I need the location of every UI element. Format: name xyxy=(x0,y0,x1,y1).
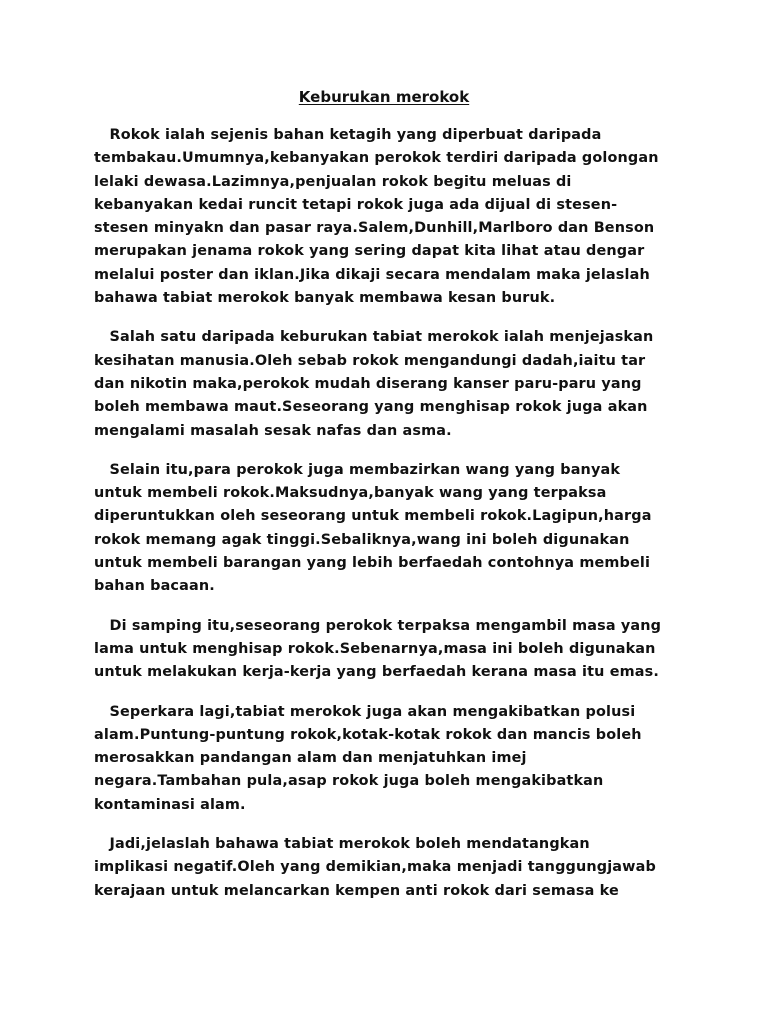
text-line: stesen minyakn dan pasar raya.Salem,Dunhill,Marlboro dan Benson xyxy=(94,220,655,237)
text-line: bahan bacaan. xyxy=(94,578,215,595)
paragraph-5 xyxy=(94,701,714,817)
text-line: untuk membeli rokok.Maksudnya,banyak wang yang terpaksa xyxy=(94,485,607,502)
paragraph-3 xyxy=(94,459,714,599)
text-line: bahawa tabiat merokok banyak membawa kesan buruk. xyxy=(94,290,556,307)
text-line: alam.Puntung-puntung rokok,kotak-kotak rokok dan mancis boleh xyxy=(94,726,642,743)
text-line: kebanyakan kedai runcit tetapi rokok juga ada dijual di stesen- xyxy=(94,196,618,213)
text-line: untuk melakukan kerja-kerja yang berfaedah kerana masa itu emas. xyxy=(94,664,659,681)
document-body xyxy=(94,124,714,919)
text-line: lama untuk menghisap rokok.Sebenarnya,masa ini boleh digunakan xyxy=(94,640,656,657)
paragraph-4 xyxy=(94,615,714,685)
text-line: diperuntukkan oleh seseorang untuk membeli rokok.Lagipun,harga xyxy=(94,508,652,525)
text-line: merupakan jenama rokok yang sering dapat kita lihat atau dengar xyxy=(94,243,645,260)
text-line: tembakau.Umumnya,kebanyakan perokok terdiri daripada golongan xyxy=(94,150,659,167)
text-line: dan nikotin maka,perokok mudah diserang kanser paru-paru yang xyxy=(94,375,642,392)
text-line: Selain itu,para perokok juga membazirkan wang yang banyak xyxy=(94,461,621,478)
text-line: merosakkan pandangan alam dan menjatuhkan imej xyxy=(94,750,527,767)
document-title: Keburukan merokok xyxy=(298,88,470,106)
text-line: kontaminasi alam. xyxy=(94,796,246,813)
text-line: mengalami masalah sesak nafas dan asma. xyxy=(94,422,452,439)
text-line: untuk membeli barangan yang lebih berfaedah contohnya membeli xyxy=(94,555,651,572)
text-line: Jadi,jelaslah bahawa tabiat merokok boleh mendatangkan xyxy=(94,836,590,853)
text-line: negara.Tambahan pula,asap rokok juga boleh mengakibatkan xyxy=(94,773,604,790)
text-line: boleh membawa maut.Seseorang yang menghisap rokok juga akan xyxy=(94,399,648,416)
text-line: Rokok ialah sejenis bahan ketagih yang diperbuat daripada xyxy=(94,127,602,143)
text-line: Seperkara lagi,tabiat merokok juga akan mengakibatkan polusi xyxy=(94,703,636,720)
paragraph-1 xyxy=(94,124,714,310)
text-line: Di samping itu,seseorang perokok terpaksa mengambil masa yang xyxy=(94,617,662,634)
text-line: kerajaan untuk melancarkan kempen anti rokok dari semasa ke xyxy=(94,882,619,899)
text-line: lelaki dewasa.Lazimnya,penjualan rokok begitu meluas di xyxy=(94,173,572,190)
text-line: kesihatan manusia.Oleh sebab rokok mengandungi dadah,iaitu tar xyxy=(94,352,646,369)
paragraph-6 xyxy=(94,833,714,903)
text-line: melalui poster dan iklan.Jika dikaji secara mendalam maka jelaslah xyxy=(94,266,650,283)
text-line: rokok memang agak tinggi.Sebaliknya,wang ini boleh digunakan xyxy=(94,531,630,548)
text-line: implikasi negatif.Oleh yang demikian,maka menjadi tanggungjawab xyxy=(94,859,656,876)
paragraph-2 xyxy=(94,326,714,442)
text-line: Salah satu daripada keburukan tabiat merokok ialah menjejaskan xyxy=(94,329,654,346)
